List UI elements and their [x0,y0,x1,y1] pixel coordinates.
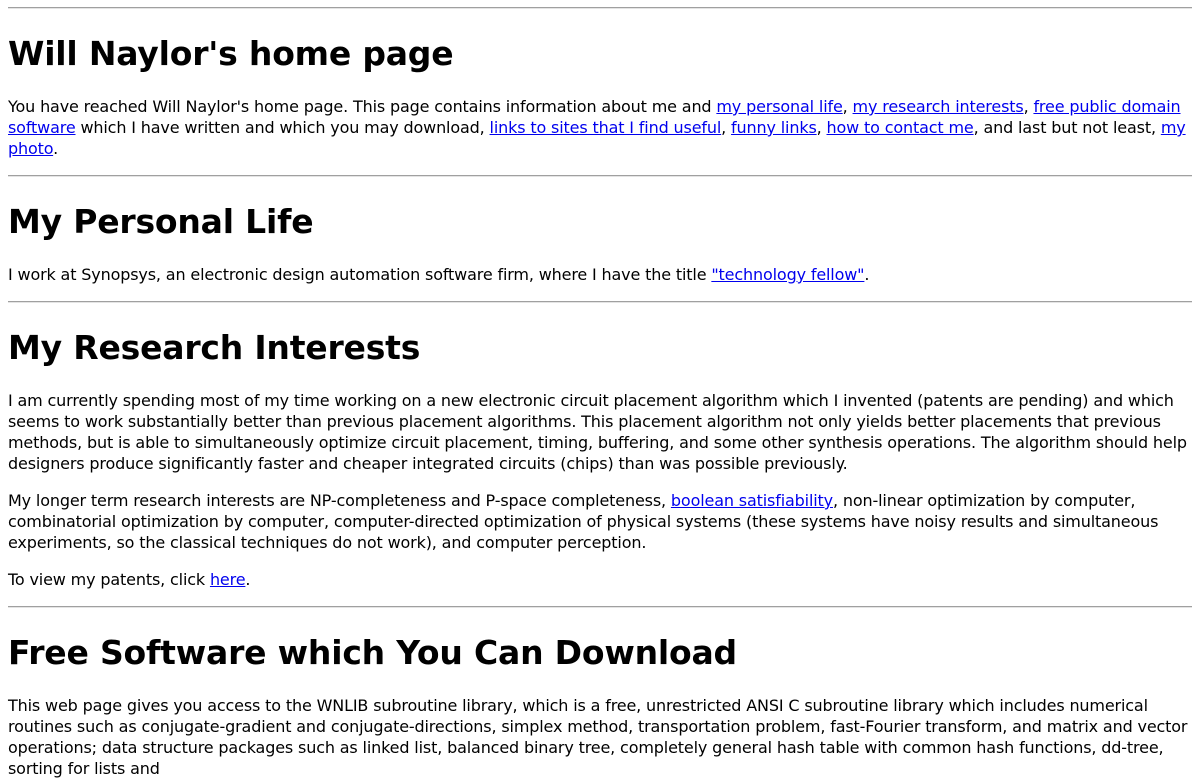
intro-text-2: which I have written and which you may download, [75,118,490,137]
link-boolean-satisfiability[interactable]: boolean satisfiability [670,491,833,510]
intro-sep-2: , [1023,97,1034,116]
research-p2-text-2: , non-linear optimization by computer, combinatorial optimization by computer, computer-directed optimization of physical systems (these systems have noisy results and simultaneous experiments, so the classical techniques do not work), and computer perception. [8,491,1159,552]
research-p3-text-2: . [245,570,251,589]
link-funny-links[interactable]: funny links [731,118,817,137]
research-paragraph-2 [8,490,1192,553]
intro-text-3: , and last but not least, [973,118,1161,137]
link-my-personal-life[interactable]: my personal life [716,97,843,116]
section-title-personal-life: My Personal Life [8,202,314,241]
intro-paragraph [8,96,1192,159]
research-paragraph-1: I am currently spending most of my time working on a new electronic circuit placement algorithm which I invented (patents are pending) and which seems to work substantially better than previous placement algorithms. This placement algorithm not only yields better placements that previous methods, but is able to simultaneously optimize circuit placement, timing, buffering, and some other synthesis operations. The algorithm should help designers produce significantly faster and cheaper integrated circuits (chips) than was possible previously. [8,391,1187,473]
personal-text-1: I work at Synopsys, an electronic design automation software firm, where I have the title [8,265,712,284]
horizontal-rule-top [8,7,1192,9]
intro-text-4: . [53,139,59,158]
horizontal-rule-software [8,606,1192,608]
intro-sep-1: , [842,97,853,116]
link-useful-sites[interactable]: links to sites that I find useful [489,118,722,137]
software-paragraph: This web page gives you access to the WNLIB subroutine library, which is a free, unrestricted ANSI C subroutine library which includes numerical routines such as conjugate-gradient and conjugate-directions, simplex method, transportation problem, fast-Fourier transform, and matrix and vector operations; data structure packages such as linked list, balanced binary tree, completely general hash table with common hash functions, dd-tree, sorting for lists and [8,696,1188,778]
research-p3-text-1: To view my patents, click [8,570,210,589]
link-my-photo[interactable]: my photo [8,118,1186,158]
link-my-research-interests[interactable]: my research interests [852,97,1024,116]
page-content [0,7,1200,779]
intro-sep-4: , [816,118,827,137]
horizontal-rule-research [8,301,1192,303]
section-title-research-interests: My Research Interests [8,328,421,367]
page-title: Will Naylor's home page [8,34,454,73]
link-patents-here[interactable]: here [209,570,246,589]
link-contact-me[interactable]: how to contact me [826,118,974,137]
personal-text-2: . [864,265,870,284]
link-technology-fellow[interactable]: "technology fellow" [711,265,865,284]
horizontal-rule-personal [8,175,1192,177]
research-p2-text-1: My longer term research interests are NP-completeness and P-space completeness, [8,491,671,510]
link-free-software[interactable]: free public domain software [8,97,1181,137]
intro-text-1: You have reached Will Naylor's home page. This page contains information about me and [8,97,717,116]
research-paragraph-3 [8,569,1192,590]
intro-sep-3: , [721,118,732,137]
section-title-free-software: Free Software which You Can Download [8,633,737,672]
personal-paragraph [8,264,1192,285]
